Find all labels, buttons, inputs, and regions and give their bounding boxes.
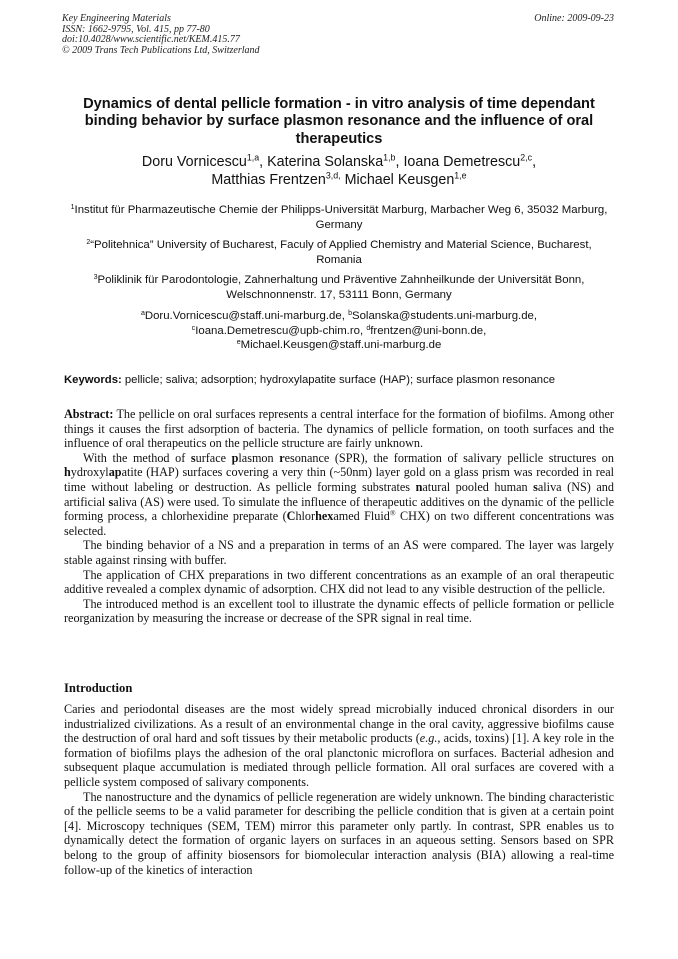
intro-paragraph: Caries and periodontal diseases are the most widely spread microbially induced chronical disorders in our industrialized civilizations. As a result of an environmental change in the oral cavity, aggressive biofilms cause the destruction of oral hard and soft tissues by their metabolic products (e.g., acids, toxins) [1]. A key role in the formation of biofilms plays the adhesion of the oral planctonic microflora on surfaces. Bacterial adhesion and subsequent plaque accumulation is mediated through pellicle formation. All oral surfaces are covered with a pellicle system composed of salivary components. [64, 702, 614, 789]
email: $^c$Ioana.Demetrescu@upb-chim.ro [191, 324, 360, 337]
abstract-paragraph: Abstract: The pellicle on oral surfaces represents a central interface for the formation of biofilms. Among other things it causes the first adsorption of bacteria. The dynamics of pellicle formation, on tooth surfaces and the influence of oral therapeutics on the pellicle structure are fairly unknown. [64, 407, 614, 451]
abstract-paragraph: The introduced method is an excellent tool to illustrate the dynamic effects of pellicle formation or pellicle reorganization by measuring the increase or decrease of the SPR signal in real time. [64, 596, 614, 626]
keywords [64, 373, 624, 387]
email: $^b$Solanska@students.uni-marburg.de [348, 309, 534, 322]
email: $^e$Michael.Keusgen@staff.uni-marburg.de [236, 338, 442, 352]
intro-paragraph: The nanostructure and the dynamics of pellicle regeneration are widely unknown. The binding characteristic of the pellicle seems to be a valid parameter for describing the pellicle condition that is given at a certain point [4]. Microscopy techniques (SEM, TEM) mirror this parameter only partly. In contrast, SPR enables us to dynamically detect the formation of organic layers on surfaces in an aqueous setting. Sensors based on SPR belong to the group of affinity biosensors for biomolecular interaction analysis (BIA) allowing a real-time follow-up of the kinetics of interaction [64, 789, 614, 877]
section-heading-introduction: Introduction [64, 681, 133, 695]
introduction-text [64, 702, 614, 877]
author: Doru Vornicescu$^{1,a}$ [141, 152, 260, 170]
affiliation-3: $^3$Poliklinik für Parodontologie, Zahnerhaltung und Präventive Zahnheilkunde der Universität Bonn, Welschnonnenstr. 17, 53111 Bonn, Germany [93, 273, 585, 301]
abstract [64, 407, 614, 626]
issn-line: ISSN: 1662-9795, Vol. 415, pp 77-80 [62, 23, 210, 35]
copyright-line: © 2009 Trans Tech Publications Ltd, Switzerland [62, 44, 260, 56]
author: Ioana Demetrescu$^{2,c}$ [403, 152, 533, 170]
abstract-paragraph: The application of CHX preparations in two different concentrations as an example of an oral therapeutic additive revealed a complex dynamic of adsorption. CHX did not lead to any visible destruction of the pellicle. [64, 567, 614, 597]
paper-title: Dynamics of dental pellicle formation - in vitro analysis of time dependant binding behavior by surface plasmon resonance and the influence of oral therapeutics [83, 96, 595, 147]
author-list: Doru Vornicescu$^{1,a}$, Katerina Solanska$^{1,b}$, Ioana Demetrescu$^{2,c}$, Matthias Frentzen$^{3,d,}$ Michael Keusgen$^{1,e}$ [141, 152, 537, 188]
journal-name: Key Engineering Materials [62, 13, 171, 24]
abstract-paragraph: With the method of surface plasmon resonance (SPR), the formation of salivary pellicle structures on hydroxylapatite (HAP) surfaces covering a very thin (~50nm) layer gold on a glass prism was recorded in real time without labeling or destruction. As pellicle forming substrates natural pooled human saliva (NS) and artificial saliva (AS) were used. To simulate the influence of therapeutic additives on the dynamic of the pellicle forming process, a chlorhexidine preparate (Chlorhexamed Fluid® CHX) on two different concentrations was selected. [64, 450, 614, 538]
abstract-paragraph: The binding behavior of a NS and a preparation in terms of an AS were compared. The layer was largely stable against rinsing with buffer. [64, 538, 614, 567]
doi-line: doi:10.4028/www.scientific.net/KEM.415.77 [62, 34, 240, 45]
journal-header [62, 14, 260, 56]
affiliation-1: $^1$Institut für Pharmazeutische Chemie der Philipps-Universität Marburg, Marbacher Weg 6, 35032 Marburg, Germany [70, 203, 608, 231]
abstract-label: Abstract: [64, 407, 114, 421]
keywords-label: Keywords: [64, 374, 122, 386]
author-emails: $^a$Doru.Vornicescu@staff.uni-marburg.de, $^b$Solanska@students.uni-marburg.de, $^c$Ioana.Demetrescu@upb-chim.ro, $^d$frentzen@uni-bonn.de, $^e$Michael.Keusgen@staff.uni-marburg.de [140, 309, 538, 352]
author: Matthias Frentzen$^{3,d,}$ [211, 170, 341, 188]
keywords-text: pellicle; saliva; adsorption; hydroxylapatite surface (HAP); surface plasmon resonance [121, 374, 556, 386]
email: $^d$frentzen@uni-bonn.de [366, 324, 484, 337]
affiliation-2: $^2$“Politehnica” University of Bucharest, Faculy of Applied Chemistry and Material Science, Bucharest, Romania [86, 238, 592, 266]
online-date: Online: 2009-09-23 [534, 13, 614, 24]
author: Michael Keusgen$^{1,e}$ [344, 170, 467, 188]
email: $^a$Doru.Vornicescu@staff.uni-marburg.de [140, 309, 342, 322]
author: Katerina Solanska$^{1,b}$ [267, 152, 396, 170]
